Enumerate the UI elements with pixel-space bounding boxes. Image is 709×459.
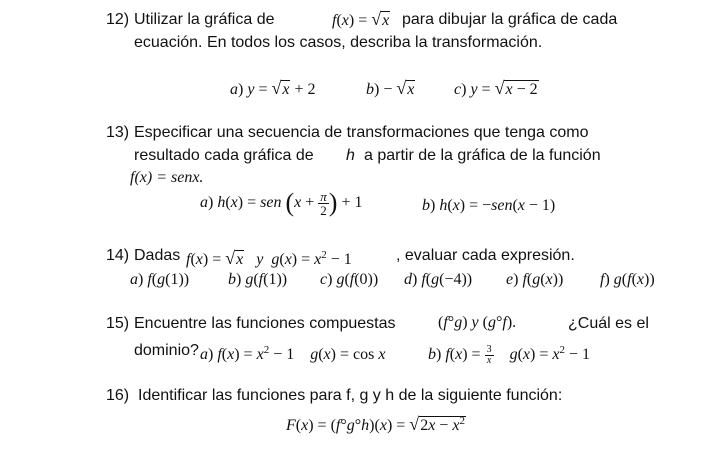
p12-number: 12) <box>106 11 130 28</box>
p12-text-1a: Utilizar la gráfica de <box>134 11 275 28</box>
p12-item-b: b) − √x <box>366 78 415 98</box>
p15-composition: (f°g) y (g°f). <box>438 314 517 331</box>
p15-item-b: b) f(x) = $\frac{3}{x}$ $g(x) = x^2 - 1$ <box>428 343 591 366</box>
p14-number: 14) <box>106 247 130 264</box>
p14-tail: , evaluar cada expresión. <box>396 247 575 264</box>
p13-text-2a: resultado cada gráfica de <box>134 147 314 164</box>
p12-formula-f: f(x) = √x <box>332 9 390 29</box>
p12-text-1b: para dibujar la gráfica de cada <box>402 11 618 28</box>
p14-item-d: d) f(g(−4)) <box>404 271 473 288</box>
p13-text-3: f(x) = senx. <box>130 169 204 186</box>
p15-text-1: Encuentre las funciones compuestas <box>134 315 396 332</box>
p13-item-b: b) h(x) = −sen(x − 1) <box>422 197 556 214</box>
p14-item-b: b) g(f(1)) <box>228 271 288 288</box>
p13-text-2h: h <box>346 147 355 164</box>
p14-item-a: a) f(g(1)) <box>130 271 190 288</box>
p13-number: 13) <box>106 124 130 141</box>
p12-item-a: a) y = √x + 2 <box>230 78 316 98</box>
p16-text-1: Identificar las funciones para f, g y h de la siguiente función: <box>138 387 563 404</box>
p14-item-e: e) f(g(x)) <box>506 271 564 288</box>
p14-formulas: f(x) = √x y $g(x) = x^2 - 1$ <box>186 248 352 268</box>
p15-text-1b: ¿Cuál es el <box>568 315 649 332</box>
p14-item-f: f) g(f(x)) <box>600 271 655 288</box>
p12-item-c: c) y = √x − 2 <box>454 78 538 98</box>
p16-number: 16) <box>106 387 130 404</box>
p13-item-a: a) h(x) = sen (x + $\frac{\pi}{2}$ ) + 1 <box>200 188 363 218</box>
p14-item-c: c) g(f(0)) <box>320 271 379 288</box>
p12-text-2: ecuación. En todos los casos, describa la transformación. <box>134 34 543 51</box>
p16-formula: $F(x) = (f^\circ g^\circ h)(x) = √2x - x^2$ <box>286 414 465 434</box>
p14-label: Dadas <box>134 247 181 264</box>
p13-text-2b: a partir de la gráfica de la función <box>364 147 601 164</box>
p13-text-1: Especificar una secuencia de transformaciones que tenga como <box>134 124 589 141</box>
p15-text-2: dominio? <box>134 342 199 359</box>
p15-number: 15) <box>106 315 130 332</box>
p15-item-a: a) $f(x) = x^2 - 1$ g(x) = cos x <box>200 344 386 363</box>
